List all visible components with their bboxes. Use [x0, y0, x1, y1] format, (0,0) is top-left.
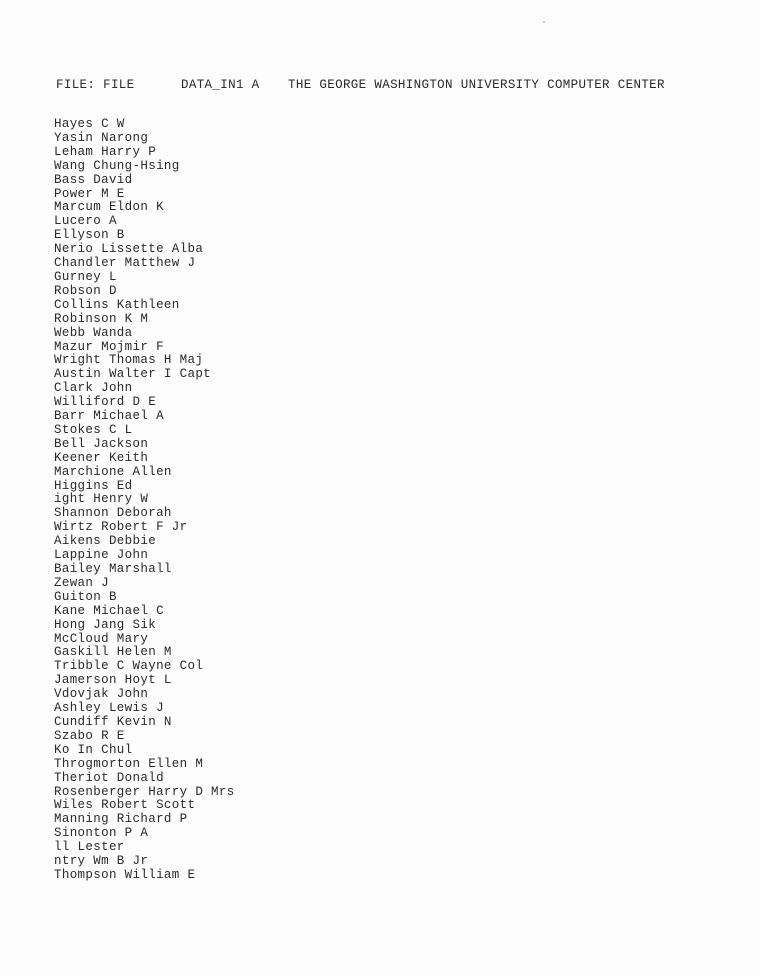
name-entry: Yasin Narong: [54, 130, 149, 145]
name-entry: Wang Chung-Hsing: [54, 158, 180, 173]
name-entry: Lucero A: [54, 214, 117, 229]
name-entry: Ellyson B: [54, 228, 125, 243]
name-entry: Marcum Eldon K: [54, 200, 164, 215]
name-entry: Williford D E: [54, 395, 157, 410]
name-entry: Marchione Allen: [54, 464, 172, 479]
name-entry: Kane Michael C: [54, 603, 164, 618]
name-entry: Robinson K M: [54, 311, 149, 326]
name-entry: Higgins Ed: [54, 478, 133, 493]
name-entry: Tribble C Wayne Col: [54, 659, 204, 674]
name-entry: Vdovjak John: [54, 687, 149, 702]
name-entry: Bell Jackson: [54, 436, 149, 451]
name-entry: Gaskill Helen M: [54, 645, 172, 660]
name-entry: Zewan J: [54, 575, 109, 590]
paper-speck: [543, 21, 545, 23]
name-entry: Robson D: [54, 283, 117, 298]
name-entry: Nerio Lissette Alba: [54, 242, 204, 257]
name-entry: Sinonton P A: [54, 826, 149, 841]
name-entry: Wirtz Robert F Jr: [54, 520, 188, 535]
name-entry: Power M E: [54, 186, 125, 201]
name-entry: ntry Wm B Jr: [54, 854, 149, 869]
name-entry: Guiton B: [54, 589, 117, 604]
name-entry: Webb Wanda: [54, 325, 133, 340]
name-entry: Manning Richard P: [54, 812, 188, 827]
name-entry: Hayes C W: [54, 117, 125, 131]
institution-label: THE GEORGE WASHINGTON UNIVERSITY COMPUTER CENTER: [288, 78, 665, 92]
page-header: [56, 77, 665, 93]
name-entry: Keener Keith: [54, 450, 149, 465]
name-entry: Leham Harry P: [54, 144, 157, 159]
name-entry: Mazur Mojmir F: [54, 339, 164, 354]
name-entry: McCloud Mary: [54, 631, 149, 646]
name-entry: Thompson William E: [54, 867, 196, 882]
name-list: [54, 118, 235, 883]
name-entry: Wiles Robert Scott: [54, 798, 196, 813]
name-entry: Gurney L: [54, 269, 117, 284]
name-entry: ight Henry W: [54, 492, 149, 507]
name-entry: Clark John: [54, 381, 133, 396]
name-entry: Szabo R E: [54, 728, 125, 743]
name-entry: ll Lester: [54, 840, 125, 855]
name-entry: Rosenberger Harry D Mrs: [54, 784, 235, 799]
name-entry: Bass David: [54, 172, 133, 187]
name-entry: Barr Michael A: [54, 409, 164, 424]
name-entry: Lappine John: [54, 548, 149, 563]
dataset-label: DATA_IN1 A: [181, 78, 260, 92]
file-label: FILE: FILE: [56, 78, 135, 92]
name-entry: Aikens Debbie: [54, 534, 157, 549]
name-entry: Bailey Marshall: [54, 562, 172, 576]
name-entry: Theriot Donald: [54, 770, 164, 785]
name-entry: Throgmorton Ellen M: [54, 756, 204, 771]
name-entry: Jamerson Hoyt L: [54, 673, 172, 688]
name-entry: Austin Walter I Capt: [54, 367, 212, 382]
name-entry: Wright Thomas H Maj: [54, 353, 204, 368]
name-entry: Cundiff Kevin N: [54, 714, 172, 729]
name-entry: Stokes C L: [54, 422, 133, 437]
name-entry: Ko In Chul: [54, 742, 133, 757]
name-entry: Chandler Matthew J: [54, 256, 196, 271]
name-entry: Collins Kathleen: [54, 297, 180, 312]
name-entry: Ashley Lewis J: [54, 701, 164, 716]
name-entry: Shannon Deborah: [54, 506, 172, 521]
name-entry: Hong Jang Sik: [54, 617, 157, 632]
